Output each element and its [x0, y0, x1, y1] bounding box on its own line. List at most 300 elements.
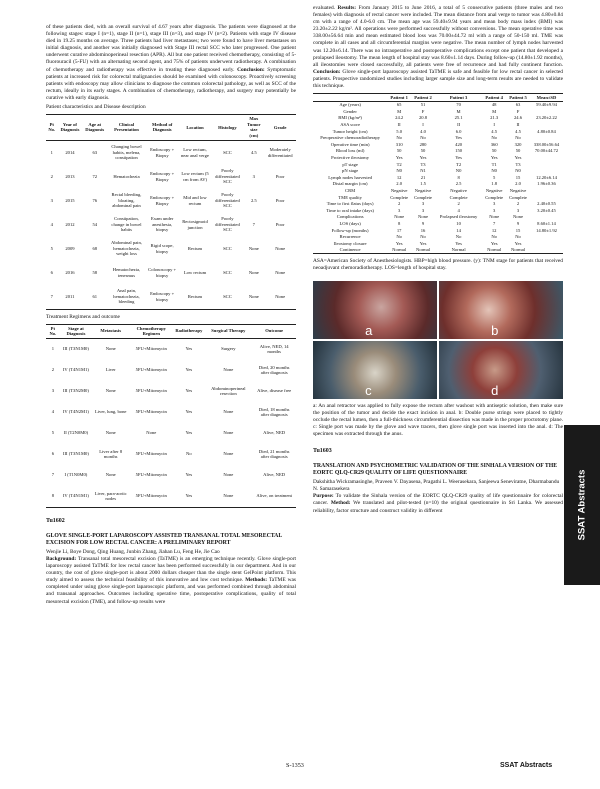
table-cell: Tumor height (cm)	[332, 128, 368, 134]
table-cell: N1	[420, 168, 426, 174]
table-cell: None	[418, 214, 428, 220]
table-cell: 12.20±6.14	[536, 174, 557, 180]
table-cell: 3	[421, 201, 425, 207]
table-cell: Complete	[414, 194, 432, 200]
table-cell: 65	[396, 102, 402, 108]
left.table2-header-cell: Chemotherapy Regimen	[136, 325, 166, 337]
table-cell: 3	[493, 201, 496, 207]
right.table3-header-cell: Mean±SD	[536, 94, 557, 100]
table-cell: No	[420, 135, 426, 141]
table-cell: Low rectum (5 cm from AV)	[181, 170, 209, 182]
abstract-body: Background: Transanal total mesorectal excision (TaTME) is an emerging technique recently. Glove single-port laparoscopy assisted TaTME for low rectal cancer has been performed successfully in our department. And in our country, the cost of glove single-port is about 2000 dollars cheaper than the single stent GelPoint platform. This study aimed to assess the technical feasibility of this innovative and low cost technique. Methods: TaTME was completed under using glove single-port laparoscopic platform, and was performed combined through abdominal and transanal approaches. Outcomes including operative time, postoperative complications, quality of total mesorectal excision (TME), and follow-up results were	[46, 555, 296, 605]
table-cell: 63	[515, 102, 521, 108]
table-cell: 5	[51, 430, 54, 436]
table-cell: Alive, on treatment	[256, 493, 292, 499]
left.table2-header-cell: Metastasis	[100, 328, 122, 334]
table-cell: Yes	[455, 154, 462, 160]
table-cell: 50	[396, 148, 402, 154]
table-cell: None	[394, 214, 405, 220]
table-cell	[530, 168, 563, 175]
table-cell: N0	[455, 168, 462, 174]
table-row	[46, 140, 296, 165]
abstract-title: GLOVE SINGLE-PORT LAPAROSCOPY ASSISTED TRANSANAL TOTAL MESORECTAL EXCISION FOR LOW RECTAL CANCER: A PRELIMINARY REPORT	[46, 532, 282, 546]
table-cell: TME quality	[338, 194, 362, 200]
intro-paragraph: of these patients died, with an overall survival of 4.67 years after diagnosis. The patients were diagnosed at the following stages: stage I (n=1), stage II (n=1), stage III (n=3), and stage IV (n=2). Patients with stage IV disease died in 19.25 months on average. Three patients had liver metastases; two were found to have liver metastases on initial diagnosis, and another was initially diagnosed with Stage III rectal SCC who later progressed. One patient underwent curative abdominoperineal resection (APR). All but one patient received chemotherapy, consisting of 5-fluorouracil (5-FU) with an alternating second agent, and 75% of patients underwent radiotherapy. A combination of chemotherapy and radiotherapy was effective in treating these diagnosed early. Conclusion: Symptomatic patients at increased risk for colorectal malignancies should be examined with colonoscopy. Proactively screening patients with endoscopy may allow clinicians to diagnose the common colorectal pathology, as well as SCC of the rectum, ideally in its early stages. A combination of chemotherapy, radiotherapy, and surgery may potentially be curative with early diagnosis.	[46, 24, 296, 101]
table-cell: T3	[420, 161, 426, 167]
table-cell: Negative	[450, 187, 467, 193]
table-cell: 5FU+Mitomycin	[135, 367, 167, 373]
abstract-authors: Wenjie Li, Boye Dong, Qing Huang, Junbin Zhang, Jiahan Lu, Feng He, Jie Cao	[46, 548, 220, 555]
table-cell: 58	[92, 269, 98, 275]
table-cell: Time to first flatus (days)	[326, 201, 374, 207]
table-row	[313, 234, 563, 241]
table-cell: IV (T4N1M1)	[62, 367, 89, 373]
running-head: SSAT Abstracts	[500, 762, 553, 769]
right.table3-header-cell: Patient 3	[449, 94, 468, 100]
table-cell: Negative	[390, 187, 408, 193]
figure-panel-d: d	[439, 341, 563, 399]
table-cell: 50	[491, 148, 497, 154]
table-cell: Poorly differentiated SCC	[215, 192, 240, 209]
table-cell: 4	[50, 221, 53, 227]
table-cell: 15	[515, 227, 521, 233]
table-cell: 2016	[65, 269, 75, 275]
table-row	[46, 261, 296, 285]
table-cell: None	[248, 269, 259, 275]
table-row	[313, 227, 563, 234]
table-cell: 320	[514, 141, 522, 147]
table-cell: II	[457, 122, 461, 127]
table-row	[313, 181, 563, 188]
table-row	[46, 165, 296, 189]
table-cell	[530, 122, 563, 129]
table-row	[313, 161, 563, 168]
left.table1-header-cell: Max Tumor size (cm)	[247, 116, 261, 138]
table-cell: None	[105, 388, 116, 394]
table-cell: Yes	[185, 388, 193, 394]
right-column	[313, 5, 563, 515]
table-cell: ASA score	[340, 122, 360, 127]
table-cell: 280	[419, 141, 427, 147]
table-row	[46, 360, 296, 381]
table-cell: M	[456, 108, 461, 114]
table-cell: 2	[398, 201, 401, 207]
table-cell: 25.1	[454, 115, 463, 121]
table-cell: Complete	[509, 194, 527, 200]
table-cell: Negative	[509, 187, 527, 193]
table-cell: Recurrence	[339, 234, 361, 240]
table-cell: Complete	[449, 194, 468, 200]
table-cell: LOS (days)	[339, 220, 361, 226]
table-cell: Normal	[416, 247, 431, 253]
table-cell: Rectal bleeding, bloating, abdominal pain	[111, 192, 142, 209]
table-cell: Yes	[395, 240, 403, 246]
table-cell: 3	[398, 207, 401, 213]
table-cell: No	[455, 234, 462, 240]
table-cell: 3	[51, 388, 54, 394]
table-cell: Endoscopy + Biopsy	[150, 170, 175, 182]
table-cell: Low rectum	[183, 269, 207, 275]
table-cell: 5FU+Mitomycin	[135, 451, 167, 457]
table-row	[313, 101, 563, 108]
table-cell: 50	[515, 148, 521, 154]
left.table1-header-cell: Age at Diagnosis	[85, 121, 105, 133]
table-row	[313, 122, 563, 129]
table-cell: 1	[50, 149, 53, 155]
table-cell: 21.3	[490, 115, 499, 121]
table-cell: 4.5	[515, 128, 521, 134]
table-cell: None	[489, 214, 500, 220]
table-row	[313, 148, 563, 155]
table-cell	[530, 214, 563, 221]
table-cell: F	[421, 108, 425, 114]
table-row	[313, 168, 563, 175]
table-cell: Alive, NED	[263, 430, 286, 436]
table-cell: None	[105, 472, 116, 478]
table-cell: 2011	[65, 293, 75, 299]
table-cell	[530, 240, 563, 247]
left.table2-header-cell: Pt No.	[49, 325, 57, 337]
table-cell: 5FU+Mitomycin	[135, 472, 167, 478]
table-cell: N0	[491, 168, 497, 174]
table-row	[46, 381, 296, 402]
table-cell: 7	[50, 293, 53, 299]
table-cell: Rectum	[187, 245, 203, 251]
table-cell: Exam under anesthesia, biopsy	[150, 216, 174, 233]
table-cell	[530, 108, 563, 115]
conclusion-label: Conclusion:	[237, 66, 265, 73]
table-cell: None	[223, 493, 234, 499]
table-cell: II	[516, 122, 520, 127]
left.table1-header-cell: Histology	[218, 124, 237, 130]
table-cell: Yes	[455, 135, 462, 141]
table-row	[46, 213, 296, 237]
table-cell: T1	[491, 161, 497, 167]
table-cell: Hematochezia, tenesmus	[112, 266, 141, 278]
table-row	[313, 174, 563, 181]
table-cell: 2	[50, 173, 53, 179]
table-cell: Moderately differentiated	[267, 146, 293, 158]
table-cell: I (T1N0M0)	[64, 472, 88, 478]
left.table1-header-cell: Method of Diagnosis	[152, 121, 173, 133]
table-cell: Time to oral intake (days)	[326, 207, 374, 213]
results-paragraph: evaluated. Results: From January 2015 to June 2016, a total of 5 consecutive patients (three males and two females) with diagnosis of rectal cancer were included. The mean distance from anal verge to tumor was 4.80±0.84 cm with a range of 4.0-6.0 cm. The mean age was 59.40±9.94 years and mean body mass index (BMI) was 23.20±2.22 kg/m². All operations were performed successfully without conversions. The mean operative time was 338.00±56.64 min and mean estimated blood loss was 70.00±44.72 ml with a range of 50-150 ml. TME was complete in all cases and all circumferential margins were negative. The mean number of lymph nodes harvested was 12.20±6.14. There was no intraoperative and postoperative complications except one patient that developed a prolapsed ileostomy. The mean length of hospital stay was 8.60±1.14 days. During follow-up (14.80±1.92 months), all ileostomies were closed successfully, all patients were free of recurrence and had fully continent function. Conclusion: Glove single-port laparoscopy assisted TaTME is safe and feasible for low rectal cancer in selected patients. Prospective randomized studies including larger sample size and long-term results are needed to validate this technique.	[313, 5, 563, 90]
table-cell: 9	[421, 220, 425, 226]
table-row	[313, 135, 563, 142]
table-cell: T2	[396, 161, 402, 167]
table-cell	[530, 154, 563, 161]
table-cell: 72	[92, 173, 98, 179]
left.table1-header-cell: Pt No.	[48, 121, 56, 133]
table-cell: None	[248, 245, 259, 251]
table-cell: None	[275, 245, 286, 251]
table-cell: Died, 21 months after diagnosis	[258, 448, 290, 460]
table-cell: 8.60±1.14	[537, 220, 556, 226]
table-cell: T3	[515, 161, 521, 167]
table-cell: Complete	[390, 194, 409, 200]
table-cell: 54	[92, 221, 98, 227]
table-cell: IV (T4N2M1)	[62, 409, 89, 415]
left.table1-header-cell: Grade	[273, 124, 287, 130]
table-cell: None	[105, 430, 116, 436]
abstract-code-2: Tu1603	[313, 448, 332, 455]
table-cell: 12	[491, 227, 497, 233]
table-cell: 16	[420, 227, 426, 233]
table-cell: Surgery	[221, 346, 236, 352]
table-cell: SCC	[223, 269, 232, 275]
table-cell: No	[491, 234, 497, 240]
table1-caption: Patient characteristics and Disease description	[46, 104, 146, 111]
abstract-authors-2: Dakshitha Wickramasinghe, Praveen V. Dayasena, Pragathi L. Weerasekara, Sanjeewa Seneviratne, Dharmabandu N. Samarasekera	[313, 479, 560, 493]
table-row	[313, 154, 563, 161]
table-cell: 2015	[65, 197, 75, 203]
table-row	[313, 201, 563, 208]
table-cell: Continence	[339, 247, 361, 253]
table-cell: F	[516, 108, 520, 114]
table-cell: Died, 18 months after diagnosis	[258, 406, 290, 418]
left.table2-header-cell: Radiotherapy	[175, 328, 203, 334]
table-cell: No	[515, 234, 521, 240]
table-cell: 310	[395, 141, 403, 147]
table-row	[313, 141, 563, 148]
table-cell: Normal	[487, 247, 502, 253]
table-row	[313, 115, 563, 122]
table-cell: No	[396, 234, 402, 240]
table-cell: None	[275, 293, 286, 299]
table-cell: Rigid scope, biopsy	[150, 242, 174, 254]
left-column	[46, 24, 296, 606]
table-cell: None	[223, 472, 234, 478]
table-cell: Colonoscopy + biopsy	[148, 266, 177, 278]
table-cell: None	[223, 451, 234, 457]
table-cell: Liver	[105, 367, 116, 373]
table-cell: None	[223, 430, 234, 436]
figure-caption: a: An anal retractor was applied to fully expose the rectum after washout with antiseptic solution, then make sure the position of the tumor and decide the exact incision in anal. b: Double purse strings were placed to tightly occlude the rectal lumen, then a full-thickness circumferential dissection was made in the proper proctotomy plane. c: Single port was made by the glove and wave tracers, then glove single port was inserted into the anal. d: The specimen was extracted through the anus.	[313, 402, 563, 437]
table-cell: 17	[396, 227, 402, 233]
table-cell: Yes	[455, 240, 462, 246]
table-cell: Yes	[514, 154, 522, 160]
table-cell: M	[397, 108, 402, 114]
table-cell: 2.0	[515, 181, 521, 187]
table-cell: None	[105, 346, 116, 352]
patient-outcomes-table	[313, 93, 563, 254]
table-cell: None	[275, 269, 286, 275]
table-cell: Follow-up (months)	[331, 227, 369, 233]
table-cell: Endoscopy + Biopsy	[150, 146, 175, 158]
table-cell: Abdominal pain, hematochezia, weight loss	[111, 240, 142, 257]
table-cell: No	[396, 135, 402, 141]
table-cell: 21	[420, 174, 426, 180]
table-cell: 7	[493, 220, 496, 226]
table-cell: 51	[420, 102, 426, 108]
table-cell: 5	[50, 245, 53, 251]
table-cell: 70.00±44.72	[534, 148, 559, 154]
table-row	[46, 237, 296, 261]
table-cell: Yes	[419, 154, 427, 160]
table-cell: 3	[493, 207, 496, 213]
table-cell: 2.5	[455, 181, 462, 187]
table-cell: 9	[516, 220, 520, 226]
table-cell: 4.5	[250, 149, 257, 155]
table-cell	[530, 247, 563, 254]
figure-panel-b: b	[439, 281, 563, 339]
abstract-code: Tu1602	[46, 517, 65, 524]
table-cell: Complete	[485, 194, 504, 200]
table-cell: 8	[457, 174, 460, 180]
table-cell: Mid and low rectum	[183, 194, 207, 206]
table-cell: 5.0	[396, 128, 403, 134]
table-cell: Poorly differentiated SCC	[215, 216, 240, 233]
table-cell: 2.5	[250, 197, 257, 203]
table-row	[46, 402, 296, 423]
table-cell: 4.80±0.84	[537, 128, 556, 134]
table-cell: II (T2N0M0)	[63, 430, 89, 436]
table-row	[313, 220, 563, 227]
table-row	[313, 240, 563, 247]
table-cell: 3	[516, 207, 520, 213]
table-cell: None	[223, 367, 234, 373]
surgical-figure	[313, 281, 563, 399]
table-cell: CRM	[345, 187, 356, 193]
table-cell: 8	[398, 220, 401, 226]
treatment-regimens-table	[46, 324, 296, 508]
table-cell: 2	[516, 201, 520, 207]
table-cell: 6	[51, 451, 54, 457]
table-cell: Alive, NED, 14 months	[259, 343, 289, 355]
table-cell: 6.0	[455, 128, 462, 134]
table-cell: 1	[51, 346, 54, 352]
table-cell: III (T3N2M0)	[62, 388, 89, 394]
table-cell: 3	[50, 197, 53, 203]
section-side-tab: SSAT Abstracts	[564, 425, 600, 585]
table-cell: Died, 20 months after diagnosis	[258, 364, 290, 376]
table-cell: 2013	[65, 173, 75, 179]
right.table3-header-cell	[313, 94, 387, 102]
table-cell: Negative	[485, 187, 503, 193]
table-cell: 3	[421, 207, 425, 213]
table-cell: Yes	[490, 154, 498, 160]
table-cell: Endoscopy + biopsy	[150, 290, 175, 302]
table-cell: 20.8	[419, 115, 428, 121]
table-cell: Poor	[275, 173, 285, 179]
table-cell: 10	[456, 220, 461, 226]
table-cell: Yes	[514, 240, 522, 246]
table3-note: ASA=American Society of Anesthesiologists. HBP=high blood pressure. (y): TNM stage for patients that received neoadjuvant chemoradiotherapy. LOS=length of hospital stay.	[313, 258, 563, 272]
table-cell: 4.0	[420, 128, 426, 134]
table-cell: Lymph nodes harvested	[328, 174, 372, 180]
table-cell: 50	[420, 148, 426, 154]
table-cell: Poor	[275, 221, 285, 227]
table-cell: Alive, NED	[263, 472, 286, 478]
patient-characteristics-table	[46, 114, 296, 309]
table-cell: 5FU+Mitomycin	[135, 493, 167, 499]
table-cell: 1.5	[420, 181, 426, 187]
figure-panel-a: a	[313, 281, 437, 339]
table-cell	[530, 234, 563, 241]
table-cell: 14.80±1.92	[536, 227, 557, 233]
table-cell: 4	[51, 409, 54, 415]
table-row	[313, 214, 563, 221]
table-row	[313, 187, 563, 194]
right.table3-header-cell: Patient 4	[485, 94, 503, 100]
table-cell: Normal	[392, 247, 407, 253]
table-cell: Yes	[185, 430, 193, 436]
table-cell: 23.20±2.22	[536, 115, 557, 121]
table-cell: Liver after 8 months	[99, 448, 123, 460]
table-cell: III (T3N1M0)	[62, 346, 89, 352]
table2-caption: Treatment Regimens and outcome	[46, 313, 120, 320]
table-cell: No	[515, 135, 521, 141]
table-cell: Preoperative chemoradiotherapy	[320, 135, 381, 141]
table-cell: Low rectum, near anal verge	[181, 146, 209, 158]
table-cell	[530, 135, 563, 142]
table-cell: Yes	[490, 240, 498, 246]
table-cell: 68	[92, 245, 98, 251]
table-cell: Yes	[395, 154, 403, 160]
table-cell: Yes	[419, 240, 427, 246]
table-cell: 360	[490, 141, 498, 147]
table-cell: 4	[457, 207, 460, 213]
conclusion-text: Symptomatic patients at increased risk for colorectal malignancies should be examined with colonoscopy. Proactively screening patients with endoscopy may allow clinicians to diagnose the common colorectal pathology, as well as SCC of the rectum, ideally in its early stages. A combination of chemotherapy, radiotherapy, and surgery may potentially be curative with early diagnosis.	[46, 66, 296, 101]
table-cell: No	[186, 451, 192, 457]
table-row	[313, 207, 563, 214]
table-cell: 5FU+Mitomycin	[135, 388, 167, 394]
left.table2-header-cell: Stage at Diagnosis	[66, 325, 86, 337]
table-cell: None	[146, 430, 157, 436]
table-cell: 76	[92, 197, 98, 203]
table-cell: Poorly differentiated SCC	[215, 168, 240, 185]
table-cell: I	[493, 122, 495, 127]
table-row	[46, 444, 296, 465]
table-cell: Yes	[185, 409, 193, 415]
table-cell: 5	[493, 174, 496, 180]
table-cell: 338.00±56.64	[533, 141, 560, 147]
table-cell: Protective ileostomy	[331, 154, 370, 160]
table-cell	[530, 194, 563, 201]
table-row	[313, 128, 563, 135]
table-cell: Ileostomy closure	[333, 240, 367, 246]
table-cell: 59.40±9.94	[536, 102, 557, 108]
left.table2-header-cell: Surgical Therapy	[211, 328, 246, 334]
table-cell: 63	[92, 149, 98, 155]
table-cell: IV (T4N1M1)	[62, 493, 89, 499]
table-cell: Negative	[414, 187, 432, 193]
table-cell: No	[420, 234, 426, 240]
right.table3-header-cell: Patient 5	[509, 94, 527, 100]
right.table3-header-cell: Patient 2	[414, 94, 432, 100]
table-cell: 12	[396, 174, 402, 180]
table-row	[313, 247, 563, 254]
table-cell: 4.5	[491, 128, 498, 134]
table-cell: Liver, para-aortic nodes	[94, 490, 127, 502]
table-cell: Distal margin (cm)	[332, 181, 368, 187]
table-cell: 150	[455, 148, 463, 154]
table-cell: 8	[51, 493, 54, 499]
abstract-title-2: TRANSLATION AND PSYCHOMETRIC VALIDATION OF THE SINHALA VERSION OF THE EORTC QLQ-CR29 QUALITY OF LIFE QUESTIONNAIRE	[313, 463, 558, 477]
table-cell: Rectum	[187, 293, 203, 299]
table-cell: No	[491, 135, 497, 141]
table-cell: 2	[51, 367, 54, 373]
table-cell: 61	[92, 293, 98, 299]
table-cell: 6	[50, 269, 53, 275]
table-cell: 420	[455, 141, 463, 147]
table-cell: Normal	[451, 247, 466, 253]
table-cell: Abdominoperineal resection	[211, 385, 246, 397]
table-cell: None	[223, 409, 234, 415]
table-cell: 14	[456, 227, 461, 233]
table-row	[313, 108, 563, 115]
left.table1-header-cell: Year of Diagnosis	[60, 121, 80, 133]
